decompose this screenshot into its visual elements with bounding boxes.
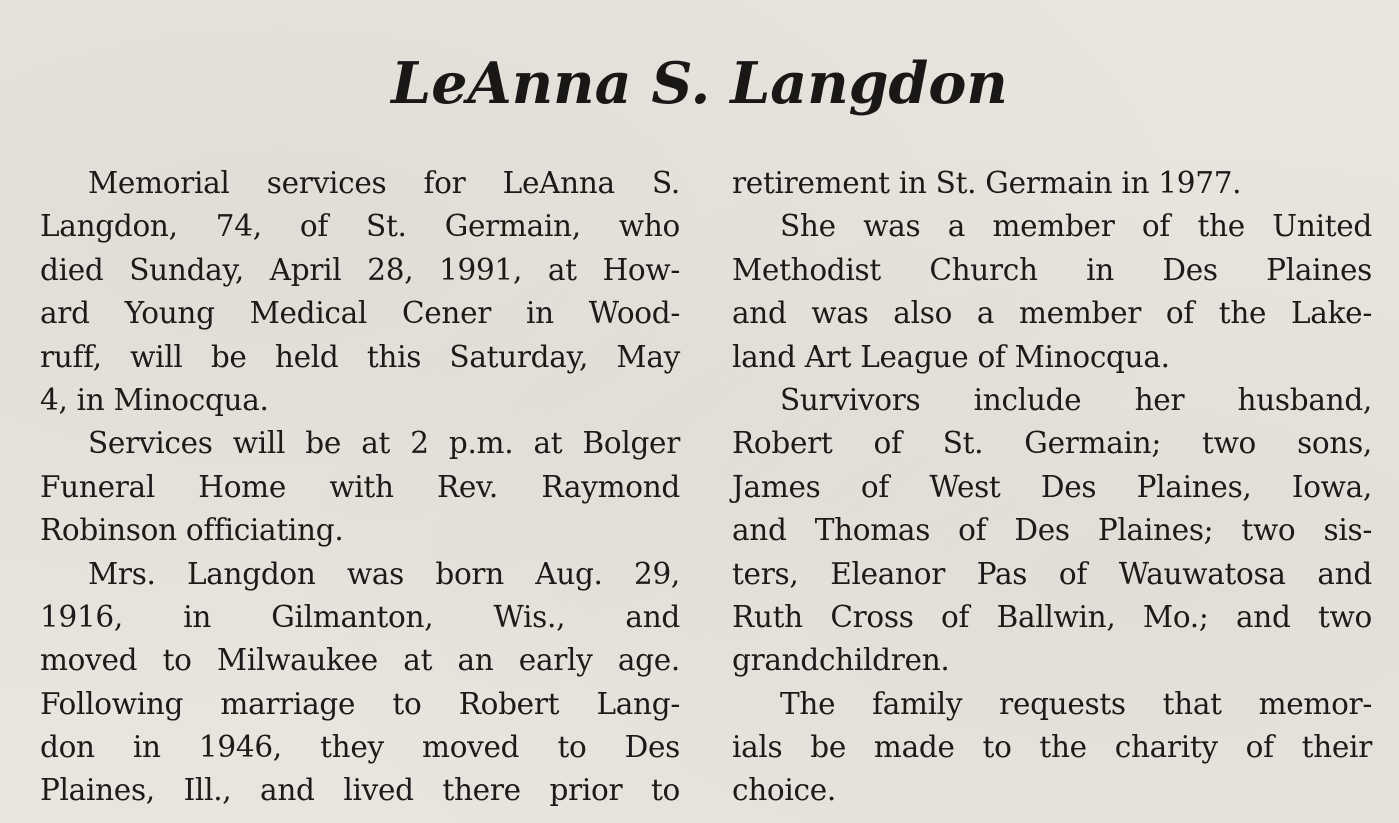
- text-line: Robert of St. Germain; two sons,: [732, 426, 1372, 461]
- text-line: Mrs. Langdon was born Aug. 29,: [88, 556, 680, 591]
- text-line: She was a member of the United: [780, 209, 1372, 244]
- text-line: died Sunday, April 28, 1991, at How-: [40, 252, 680, 287]
- text-line: Survivors include her husband,: [780, 382, 1372, 417]
- text-line: ruff, will be held this Saturday, May: [40, 339, 680, 374]
- right-text-column: [732, 162, 1372, 813]
- text-line: ard Young Medical Cener in Wood-: [40, 296, 680, 331]
- text-line: 1916, in Gilmanton, Wis., and: [40, 599, 680, 634]
- text-line: Services will be at 2 p.m. at Bolger: [88, 426, 680, 461]
- text-line: ters, Eleanor Pas of Wauwatosa and: [732, 556, 1372, 591]
- text-line: and Thomas of Des Plaines; two sis-: [732, 513, 1372, 548]
- text-line: ials be made to the charity of their: [732, 730, 1372, 765]
- left-text-column: [40, 162, 680, 813]
- text-line: Following marriage to Robert Lang-: [40, 686, 680, 721]
- obituary-headline: LeAnna S. Langdon: [391, 50, 1008, 117]
- text-line: and was also a member of the Lake-: [732, 296, 1372, 331]
- text-line: James of West Des Plaines, Iowa,: [732, 469, 1372, 504]
- text-line: Ruth Cross of Ballwin, Mo.; and two: [732, 599, 1372, 634]
- text-line: grandchildren.: [732, 643, 950, 678]
- text-line: choice.: [732, 773, 836, 808]
- text-line: Funeral Home with Rev. Raymond: [40, 469, 680, 504]
- text-line: don in 1946, they moved to Des: [40, 730, 680, 765]
- text-line: Plaines, Ill., and lived there prior to: [40, 773, 680, 808]
- text-line: The family requests that memor-: [780, 686, 1372, 721]
- text-line: moved to Milwaukee at an early age.: [40, 643, 680, 678]
- text-line: land Art League of Minocqua.: [732, 339, 1170, 374]
- text-line: Robinson officiating.: [40, 513, 344, 548]
- text-line: Methodist Church in Des Plaines: [732, 252, 1372, 287]
- text-line: Langdon, 74, of St. Germain, who: [40, 209, 680, 244]
- text-line: 4, in Minocqua.: [40, 382, 269, 417]
- text-line: Memorial services for LeAnna S.: [88, 166, 680, 200]
- text-line: retirement in St. Germain in 1977.: [732, 166, 1242, 200]
